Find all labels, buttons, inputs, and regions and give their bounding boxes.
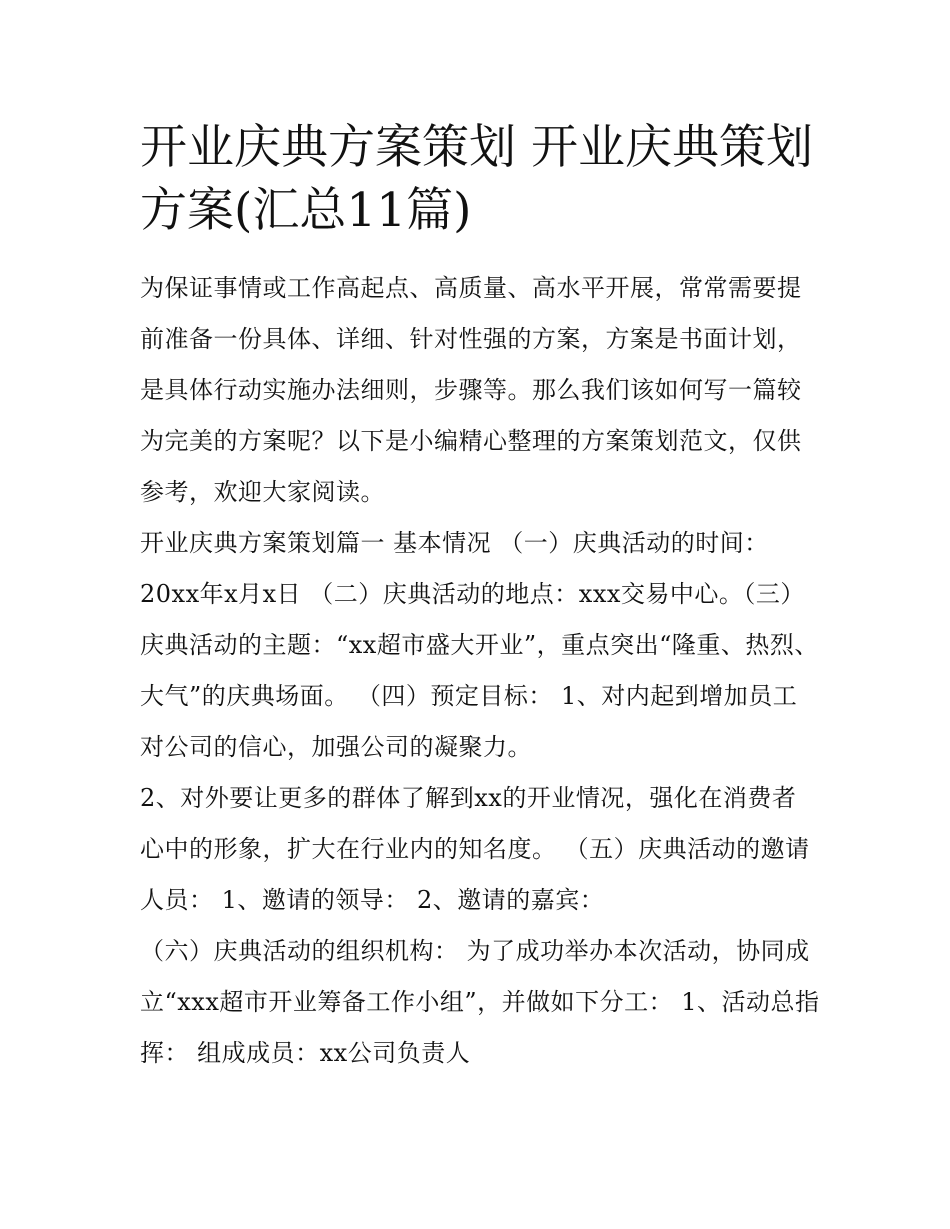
organization-paragraph: （六）庆典活动的组织机构： 为了成功举办本次活动，协同成立“xxx超市开业筹备工作小组”，并做如下分工： 1、活动总指挥： 组成成员：xx公司负责人 <box>140 937 820 1067</box>
external-goals-paragraph: 2、对外要让更多的群体了解到xx的开业情况，强化在消费者心中的形象，扩大在行业内的知名度。 （五）庆典活动的邀请人员： 1、邀请的领导： 2、邀请的嘉宾： <box>140 784 810 914</box>
document-page <box>140 116 820 1079</box>
document-title: 开业庆典方案策划 开业庆典策划方案(汇总11篇) <box>140 120 813 238</box>
section-one-paragraph: 开业庆典方案策划篇一 基本情况 （一）庆典活动的时间：20xx年x月x日 （二）庆典活动的地点：xxx交易中心。（三）庆典活动的主题：“xx超市盛大开业”，重点突出“隆重、热烈、大气”的庆典场面。 （四）预定目标： 1、对内起到增加员工对公司的信心，加强公司的凝聚力。 <box>140 529 819 761</box>
intro-paragraph: 为保证事情或工作高起点、高质量、高水平开展，常常需要提前准备一份具体、详细、针对性强的方案，方案是书面计划，是具体行动实施办法细则，步骤等。那么我们该如何写一篇较为完美的方案呢？以下是小编精心整理的方案策划范文，仅供参考，欢迎大家阅读。 <box>140 274 802 506</box>
